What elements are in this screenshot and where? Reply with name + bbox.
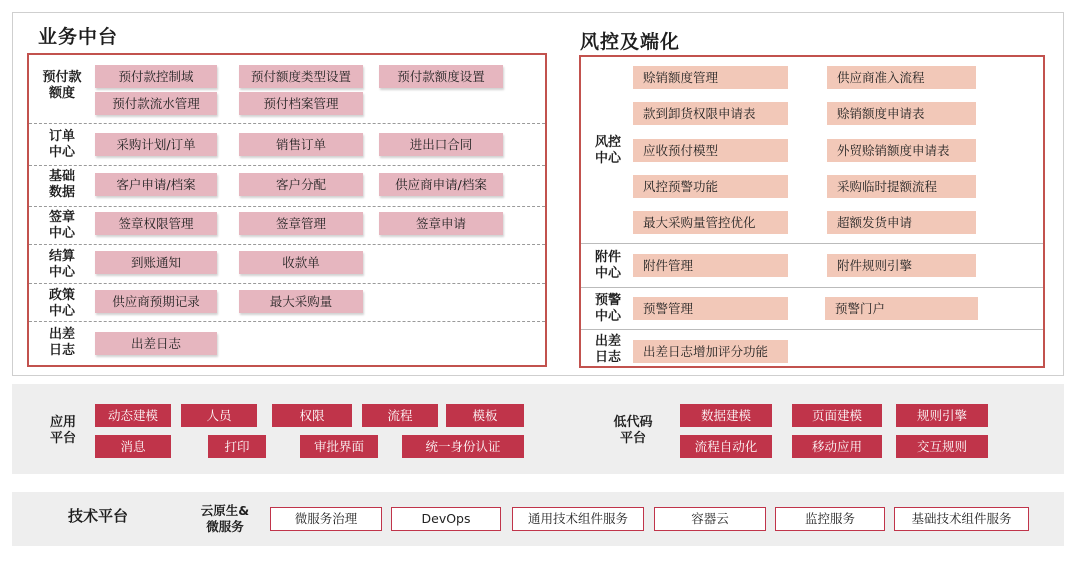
business-platform-panel — [27, 53, 547, 367]
app-platform-box[interactable]: 流程 — [362, 404, 438, 427]
risk-module-box[interactable]: 采购临时提额流程 — [827, 175, 976, 198]
risk-module-box[interactable]: 超额发货申请 — [827, 211, 976, 234]
module-box[interactable]: 预付款控制域 — [95, 65, 217, 88]
row-divider — [581, 287, 1043, 288]
row-label-order-center: 订单 中心 — [48, 129, 75, 160]
app-platform-box[interactable]: 审批界面 — [300, 435, 378, 458]
business-platform-title: 业务中台 — [38, 26, 119, 48]
module-box[interactable]: 出差日志 — [95, 332, 217, 355]
row-divider — [29, 123, 545, 124]
row-label-travel-log: 出差 日志 — [48, 327, 75, 358]
row-label-travel-log: 出差 日志 — [594, 334, 621, 365]
row-divider — [29, 244, 545, 245]
cloud-native-label: 云原生& 微服务 — [200, 503, 250, 534]
module-box[interactable]: 供应商预期记录 — [95, 290, 217, 313]
module-box[interactable]: 预付款流水管理 — [95, 92, 217, 115]
risk-platform-title: 风控及端化 — [580, 31, 681, 53]
tech-service-box[interactable]: 容器云 — [654, 507, 766, 531]
row-label-signature-center: 签章 中心 — [48, 210, 75, 241]
module-box[interactable]: 签章管理 — [239, 212, 363, 235]
tech-service-box[interactable]: 微服务治理 — [270, 507, 382, 531]
module-box[interactable]: 签章权限管理 — [95, 212, 217, 235]
app-platform-box[interactable]: 权限 — [272, 404, 352, 427]
app-platform-label: 应用 平台 — [49, 415, 76, 446]
lowcode-platform-box[interactable]: 数据建模 — [680, 404, 772, 427]
app-platform-box[interactable]: 统一身份认证 — [402, 435, 524, 458]
app-platform-box[interactable]: 模板 — [446, 404, 524, 427]
module-box[interactable]: 签章申请 — [379, 212, 503, 235]
row-label-attachment-center: 附件 中心 — [594, 250, 621, 281]
module-box[interactable]: 供应商申请/档案 — [379, 173, 503, 196]
lowcode-platform-box[interactable]: 页面建模 — [792, 404, 882, 427]
row-label-alert-center: 预警 中心 — [594, 293, 621, 324]
risk-module-box[interactable]: 赊销额度申请表 — [827, 102, 976, 125]
module-box[interactable]: 销售订单 — [239, 133, 363, 156]
row-label-prepayment: 预付款 额度 — [42, 70, 82, 101]
module-box[interactable]: 采购计划/订单 — [95, 133, 217, 156]
module-box[interactable]: 收款单 — [239, 251, 363, 274]
risk-module-box[interactable]: 风控预警功能 — [633, 175, 788, 198]
row-label-risk-center: 风控 中心 — [594, 135, 621, 166]
lowcode-platform-box[interactable]: 规则引擎 — [896, 404, 988, 427]
risk-module-box[interactable]: 附件管理 — [633, 254, 788, 277]
module-box[interactable]: 到账通知 — [95, 251, 217, 274]
app-platform-box[interactable]: 打印 — [208, 435, 266, 458]
row-divider — [29, 321, 545, 322]
module-box[interactable]: 客户申请/档案 — [95, 173, 217, 196]
app-platform-box[interactable]: 消息 — [95, 435, 171, 458]
risk-module-box[interactable]: 款到卸货权限申请表 — [633, 102, 788, 125]
module-box[interactable]: 预付款额度设置 — [379, 65, 503, 88]
risk-module-box[interactable]: 出差日志增加评分功能 — [633, 340, 788, 363]
risk-module-box[interactable]: 外贸赊销额度申请表 — [827, 139, 976, 162]
row-divider — [29, 165, 545, 166]
tech-service-box[interactable]: 监控服务 — [775, 507, 885, 531]
risk-platform-panel — [579, 55, 1045, 368]
platform-band — [12, 384, 1064, 474]
row-label-settlement-center: 结算 中心 — [48, 249, 75, 280]
risk-module-box[interactable]: 附件规则引擎 — [827, 254, 976, 277]
row-divider — [29, 206, 545, 207]
lowcode-platform-box[interactable]: 流程自动化 — [680, 435, 772, 458]
risk-module-box[interactable]: 供应商准入流程 — [827, 66, 976, 89]
row-divider — [29, 283, 545, 284]
risk-module-box[interactable]: 预警门户 — [825, 297, 978, 320]
module-box[interactable]: 进出口合同 — [379, 133, 503, 156]
tech-service-box[interactable]: 基础技术组件服务 — [894, 507, 1029, 531]
risk-module-box[interactable]: 预警管理 — [633, 297, 788, 320]
module-box[interactable]: 客户分配 — [239, 173, 363, 196]
row-divider — [581, 329, 1043, 330]
row-divider — [581, 243, 1043, 244]
lowcode-platform-label: 低代码 平台 — [613, 415, 653, 446]
risk-module-box[interactable]: 赊销额度管理 — [633, 66, 788, 89]
module-box[interactable]: 预付额度类型设置 — [239, 65, 363, 88]
app-platform-box[interactable]: 动态建模 — [95, 404, 171, 427]
row-label-policy-center: 政策 中心 — [48, 288, 75, 319]
lowcode-platform-box[interactable]: 交互规则 — [896, 435, 988, 458]
module-box[interactable]: 最大采购量 — [239, 290, 363, 313]
tech-service-box[interactable]: 通用技术组件服务 — [512, 507, 644, 531]
tech-service-box[interactable]: DevOps — [391, 507, 501, 531]
row-label-master-data: 基础 数据 — [48, 169, 75, 200]
app-platform-box[interactable]: 人员 — [181, 404, 257, 427]
tech-platform-title: 技术平台 — [67, 507, 128, 525]
module-box[interactable]: 预付档案管理 — [239, 92, 363, 115]
lowcode-platform-box[interactable]: 移动应用 — [792, 435, 882, 458]
risk-module-box[interactable]: 最大采购量管控优化 — [633, 211, 788, 234]
risk-module-box[interactable]: 应收预付模型 — [633, 139, 788, 162]
